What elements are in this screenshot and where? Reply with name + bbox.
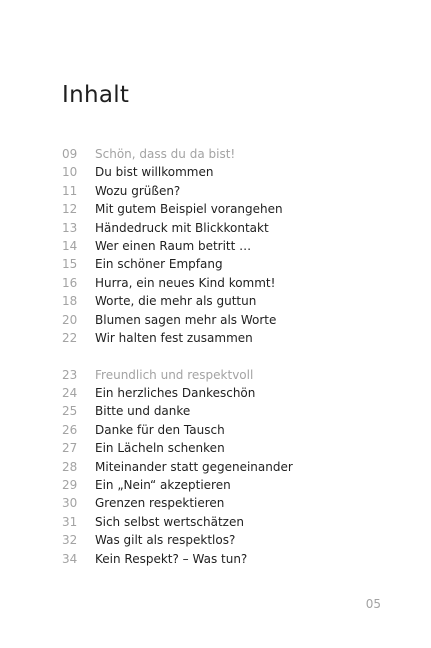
toc-section-title: Freundlich und respektvoll bbox=[95, 367, 254, 382]
toc-section-heading[interactable] bbox=[62, 366, 392, 384]
toc-page-number: 14 bbox=[62, 238, 78, 253]
toc-entry-title: Worte, die mehr als guttun bbox=[95, 294, 257, 309]
toc-entry-title: Ein herzliches Dankeschön bbox=[95, 386, 256, 401]
toc-entry-title: Miteinander statt gegeneinander bbox=[95, 459, 293, 474]
toc-entry-title: Kein Respekt? – Was tun? bbox=[95, 551, 248, 566]
toc-page-number: 28 bbox=[62, 459, 78, 474]
toc-entry-title: Ein schöner Empfang bbox=[95, 257, 223, 272]
toc-entry[interactable] bbox=[62, 421, 392, 439]
toc-entry[interactable] bbox=[62, 384, 392, 402]
toc-entry-title: Danke für den Tausch bbox=[95, 422, 225, 437]
toc-page-number: 11 bbox=[62, 183, 78, 198]
toc-entry[interactable] bbox=[62, 550, 392, 568]
toc-page-number: 31 bbox=[62, 514, 78, 529]
toc-entry-title: Wozu grüßen? bbox=[95, 183, 181, 198]
toc-page-number: 20 bbox=[62, 312, 78, 327]
toc-entry-title: Grenzen respektieren bbox=[95, 496, 225, 511]
table-of-contents bbox=[62, 145, 392, 568]
toc-page-number: 24 bbox=[62, 386, 78, 401]
toc-entry[interactable] bbox=[62, 182, 392, 200]
toc-entry[interactable] bbox=[62, 274, 392, 292]
toc-page-number: 13 bbox=[62, 220, 78, 235]
toc-page-number: 16 bbox=[62, 275, 78, 290]
toc-entry-title: Hurra, ein neues Kind kommt! bbox=[95, 275, 276, 290]
toc-entry-title: Blumen sagen mehr als Worte bbox=[95, 312, 277, 327]
toc-entry-title: Wir halten fest zusammen bbox=[95, 330, 253, 345]
toc-entry[interactable] bbox=[62, 163, 392, 181]
toc-section-heading[interactable] bbox=[62, 145, 392, 163]
toc-entry-title: Bitte und danke bbox=[95, 404, 191, 419]
toc-entry[interactable] bbox=[62, 329, 392, 347]
toc-page-number: 29 bbox=[62, 478, 78, 493]
toc-entry[interactable] bbox=[62, 513, 392, 531]
toc-page-number: 15 bbox=[62, 257, 78, 272]
toc-page-number: 27 bbox=[62, 441, 78, 456]
page-number: 05 bbox=[365, 597, 381, 611]
toc-entry[interactable] bbox=[62, 494, 392, 512]
toc-entry-title: Ein Lächeln schenken bbox=[95, 441, 225, 456]
toc-section-title: Schön, dass du da bist! bbox=[95, 147, 236, 161]
toc-entry[interactable] bbox=[62, 255, 392, 273]
toc-page-number: 30 bbox=[62, 496, 78, 511]
toc-page-number: 25 bbox=[62, 404, 78, 419]
toc-entry-title: Ein „Nein“ akzeptieren bbox=[95, 478, 231, 493]
toc-entry-title: Händedruck mit Blickkontakt bbox=[95, 220, 269, 235]
toc-page-number: 32 bbox=[62, 533, 78, 548]
toc-entry-title: Was gilt als respektlos? bbox=[95, 533, 236, 548]
toc-page-number: 10 bbox=[62, 165, 78, 180]
toc-page-number: 09 bbox=[62, 147, 78, 161]
toc-entry[interactable] bbox=[62, 439, 392, 457]
toc-page-number: 18 bbox=[62, 294, 78, 309]
toc-entry[interactable] bbox=[62, 292, 392, 310]
toc-entry[interactable] bbox=[62, 531, 392, 549]
toc-page-number: 12 bbox=[62, 202, 78, 217]
toc-entry-title: Du bist willkommen bbox=[95, 165, 214, 180]
toc-entry[interactable] bbox=[62, 311, 392, 329]
toc-entry-title: Wer einen Raum betritt … bbox=[95, 238, 252, 253]
toc-entry[interactable] bbox=[62, 402, 392, 420]
toc-entry[interactable] bbox=[62, 476, 392, 494]
section-spacer bbox=[62, 347, 392, 365]
toc-page-number: 26 bbox=[62, 422, 78, 437]
toc-entry-title: Sich selbst wertschätzen bbox=[95, 514, 244, 529]
toc-page-number: 34 bbox=[62, 551, 78, 566]
toc-entry[interactable] bbox=[62, 200, 392, 218]
toc-entry[interactable] bbox=[62, 219, 392, 237]
toc-page-number: 22 bbox=[62, 330, 78, 345]
toc-entry-title: Mit gutem Beispiel vorangehen bbox=[95, 202, 283, 217]
toc-entry[interactable] bbox=[62, 237, 392, 255]
toc-page-number: 23 bbox=[62, 367, 78, 382]
toc-entry[interactable] bbox=[62, 458, 392, 476]
page-title: Inhalt bbox=[62, 82, 130, 108]
